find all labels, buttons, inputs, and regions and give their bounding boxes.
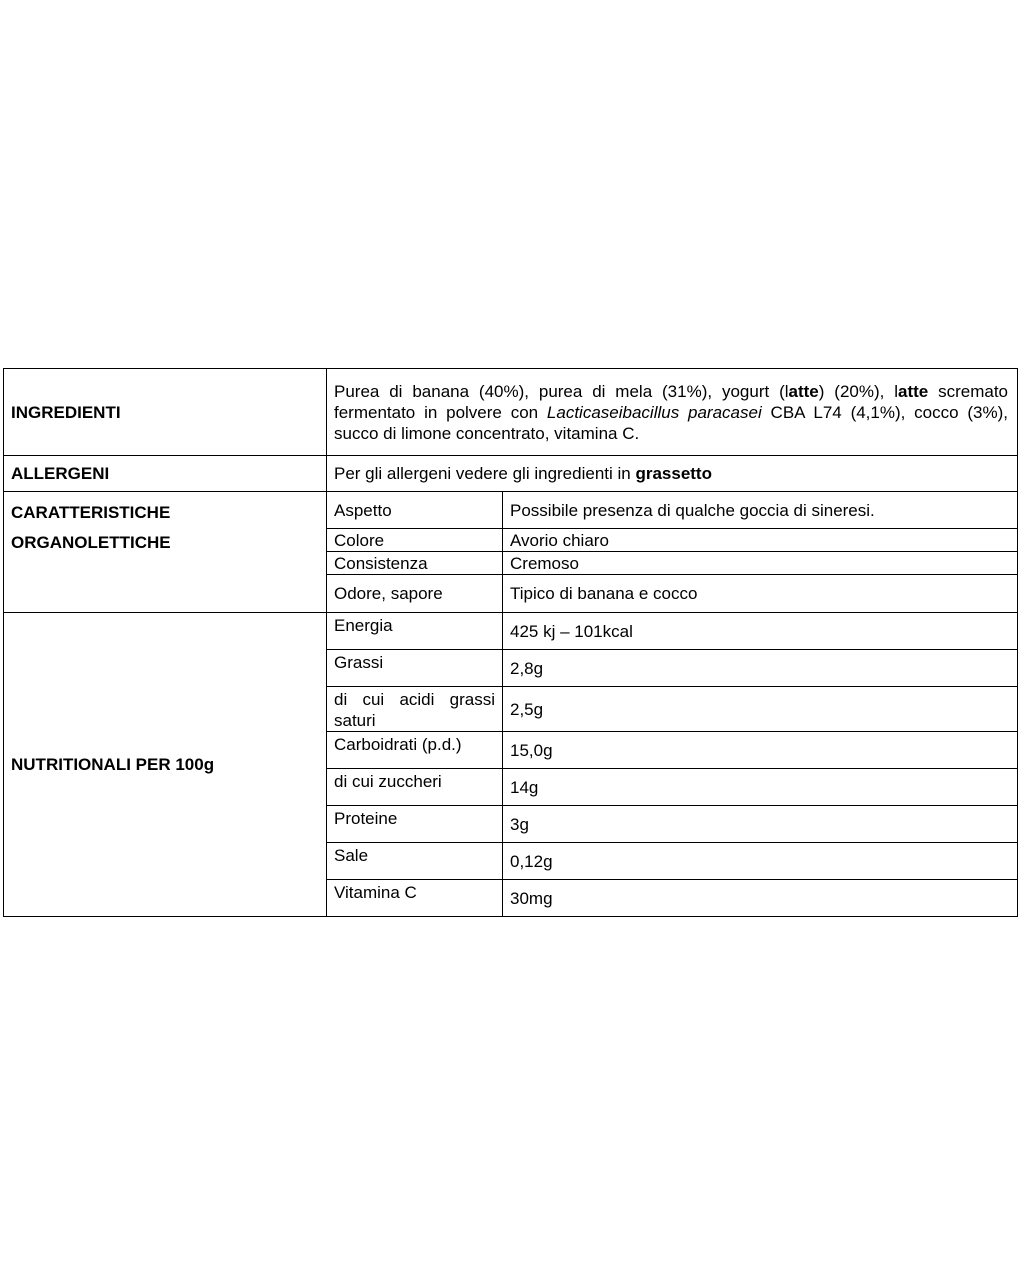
nutrition-value: 2,5g xyxy=(503,687,1018,732)
organoleptic-value: Avorio chiaro xyxy=(503,529,1018,552)
allergens-text-plain: Per gli allergeni vedere gli ingredienti in xyxy=(334,464,636,483)
allergens-label: ALLERGENI xyxy=(4,456,327,492)
allergens-text-bold: grassetto xyxy=(635,464,712,483)
nutrition-property-line-1: di cui acidi grassi xyxy=(334,690,495,709)
organoleptic-label xyxy=(4,492,327,613)
nutrition-property: Energia xyxy=(327,613,503,650)
nutrition-property xyxy=(327,687,503,732)
nutrition-value: 0,12g xyxy=(503,843,1018,880)
ingredients-text xyxy=(327,369,1018,456)
organoleptic-value: Possibile presenza di qualche goccia di sineresi. xyxy=(503,492,1018,529)
organoleptic-value: Cremoso xyxy=(503,552,1018,575)
ingredients-label: INGREDIENTI xyxy=(4,369,327,456)
organoleptic-label-line-2: ORGANOLETTICHE xyxy=(11,533,171,552)
ingredients-part-2: ) (20%), l xyxy=(818,381,898,401)
nutrition-value: 14g xyxy=(503,769,1018,806)
nutrition-value: 15,0g xyxy=(503,732,1018,769)
nutrition-value: 425 kj – 101kcal xyxy=(503,613,1018,650)
nutrition-property: Grassi xyxy=(327,650,503,687)
allergens-row xyxy=(4,456,1018,492)
organoleptic-property: Colore xyxy=(327,529,503,552)
organoleptic-property: Aspetto xyxy=(327,492,503,529)
allergens-text xyxy=(327,456,1018,492)
nutrition-property: di cui zuccheri xyxy=(327,769,503,806)
ingredients-species-name: Lacticaseibacillus paracasei xyxy=(546,402,762,422)
nutrition-value: 3g xyxy=(503,806,1018,843)
organoleptic-label-line-1: CARATTERISTICHE xyxy=(11,503,171,522)
product-spec-table xyxy=(3,368,1018,917)
organoleptic-property: Odore, sapore xyxy=(327,575,503,613)
organoleptic-value: Tipico di banana e cocco xyxy=(503,575,1018,613)
nutrition-property: Sale xyxy=(327,843,503,880)
nutrition-property: Vitamina C xyxy=(327,880,503,917)
organoleptic-property: Consistenza xyxy=(327,552,503,575)
nutrition-label: NUTRITIONALI PER 100g xyxy=(4,613,327,917)
organoleptic-row xyxy=(4,492,1018,529)
ingredients-bold-allergen-1: atte xyxy=(788,381,819,401)
nutrition-value: 30mg xyxy=(503,880,1018,917)
ingredients-part-3: scremato fermentato in polvere con xyxy=(334,381,1009,422)
ingredients-bold-allergen-2: atte xyxy=(898,381,929,401)
nutrition-value: 2,8g xyxy=(503,650,1018,687)
nutrition-property: Carboidrati (p.d.) xyxy=(327,732,503,769)
nutrition-property: Proteine xyxy=(327,806,503,843)
ingredients-row xyxy=(4,369,1018,456)
ingredients-part-1: Purea di banana (40%), purea di mela (31%), yogurt (l xyxy=(334,381,789,401)
nutrition-row xyxy=(4,613,1018,650)
nutrition-property-line-2: saturi xyxy=(334,711,376,730)
ingredients-part-4: CBA L74 (4,1%), cocco (3%), succo di limone concentrato, vitamina C. xyxy=(334,402,1009,443)
